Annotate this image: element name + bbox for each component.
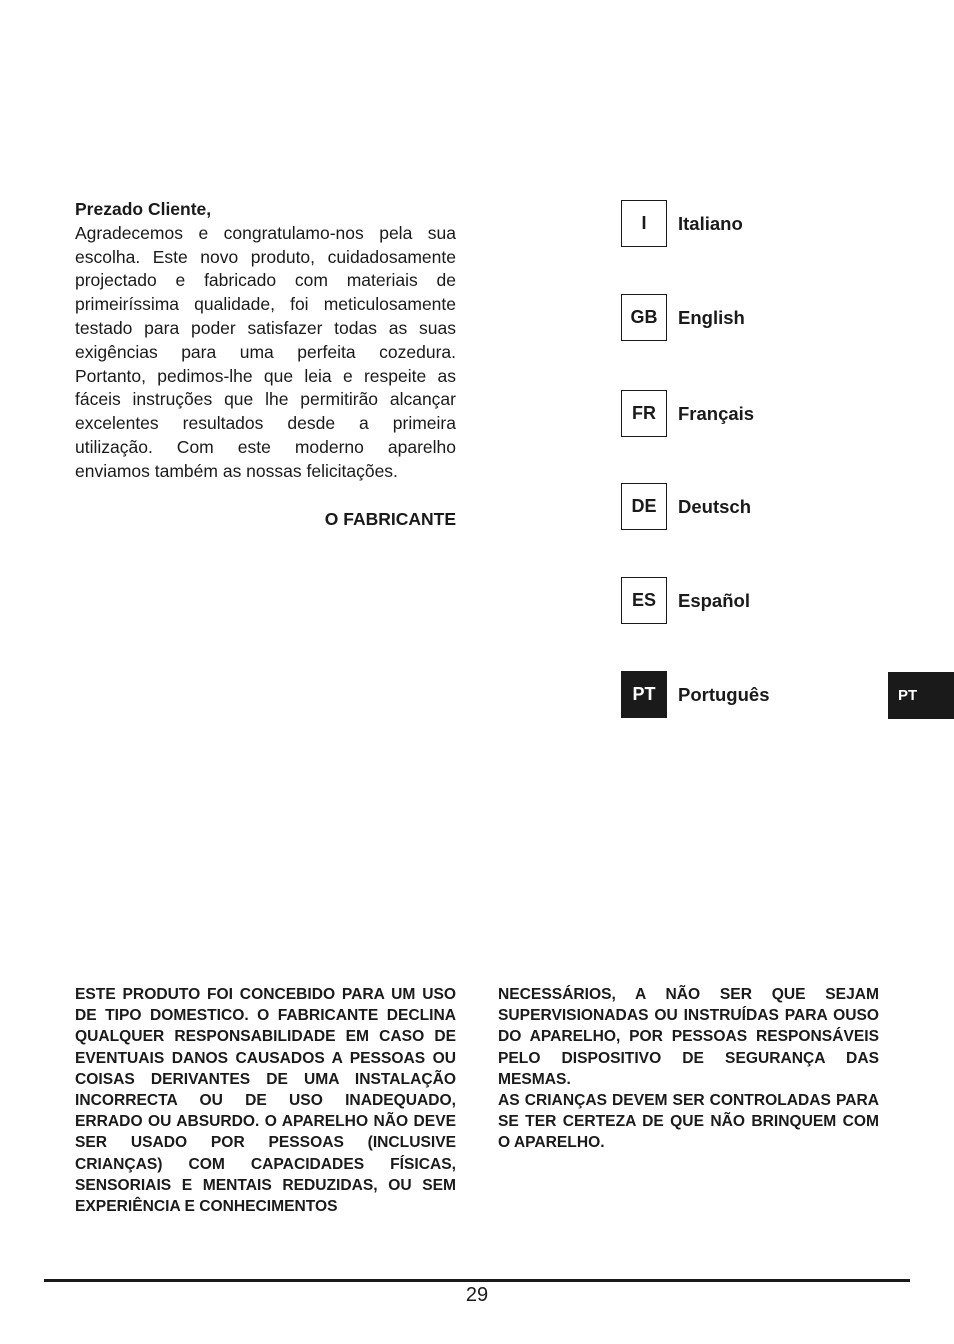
language-item-portugues[interactable] [621, 671, 769, 718]
language-item-francais[interactable] [621, 390, 754, 437]
language-name: Português [678, 683, 770, 705]
language-item-english[interactable] [621, 294, 745, 341]
greeting: Prezado Cliente, [75, 199, 212, 219]
language-code-box: FR [621, 390, 667, 437]
side-language-tab: PT [888, 672, 954, 719]
language-item-espanol[interactable] [621, 577, 750, 624]
language-code-box: ES [621, 577, 667, 624]
language-code-box: I [621, 200, 667, 247]
language-name: Français [678, 402, 755, 424]
warning-column-left [75, 984, 456, 1217]
language-name: Español [678, 589, 750, 611]
warning-text: ESTE PRODUTO FOI CONCEBIDO PARA UM USO DE TIPO DOMESTICO. O FABRICANTE DECLINA QUALQUER RESPONSABILIDADE EM CASO DE EVENTUAIS DANOS CAUSADOS A PESSOAS OU COISAS DERIVANTES DE UMA INSTALAÇÃO INCORRECTA OU DE USO INADEQUADO, ERRADO OU ABSURDO. O APARELHO NÃO DEVE SER USADO POR PESSOAS (INCLUSIVE CRIANÇAS) COM CAPACIDADES FÍSICAS, SENSORIAIS E MENTAIS REDUZIDAS, OU SEM EXPERIÊNCIA E CONHECIMENTOS [75, 986, 456, 1216]
warning-column-right [498, 984, 879, 1154]
signature: O FABRICANTE [324, 508, 456, 529]
language-code-box: GB [621, 294, 667, 341]
language-code-box: DE [621, 483, 667, 530]
intro-text: Agradecemos e congratulamo-nos pela sua escolha. Este novo produto, cuidadosamente projectado e fabricado com materiais de primeiríssima qualidade, foi meticulosamente testado para poder satisfazer todas as suas exigências para uma perfeita cozedura. Portanto, pedimos-lhe que leia e respeite as fáceis instruções que lhe permitirão alcançar excelentes resultados desde a primeira utilização. Com este moderno aparelho enviamos também as nossas felicitações. [75, 222, 456, 481]
language-name: English [678, 306, 745, 328]
language-item-italiano[interactable] [621, 200, 743, 247]
language-item-deutsch[interactable] [621, 483, 751, 530]
footer-divider [44, 1279, 910, 1282]
language-name: Italiano [678, 212, 743, 234]
language-code-box-active: PT [621, 671, 667, 718]
intro-section [75, 198, 456, 549]
language-name: Deutsch [678, 495, 751, 517]
page-number: 29 [465, 1284, 489, 1306]
children-warning: AS CRIANÇAS DEVEM SER CONTROLADAS PARA SE TER CERTEZA DE QUE NÃO BRINQUEM COM O APARELHO. [498, 1092, 879, 1152]
warning-text-continued: NECESSÁRIOS, A NÃO SER QUE SEJAM SUPERVISIONADAS OU INSTRUÍDAS PARA OUSO DO APARELHO, POR PESSOAS RESPONSÁVEIS PELO DISPOSITIVO DE SEGURANÇA DAS MESMAS. [498, 986, 879, 1088]
